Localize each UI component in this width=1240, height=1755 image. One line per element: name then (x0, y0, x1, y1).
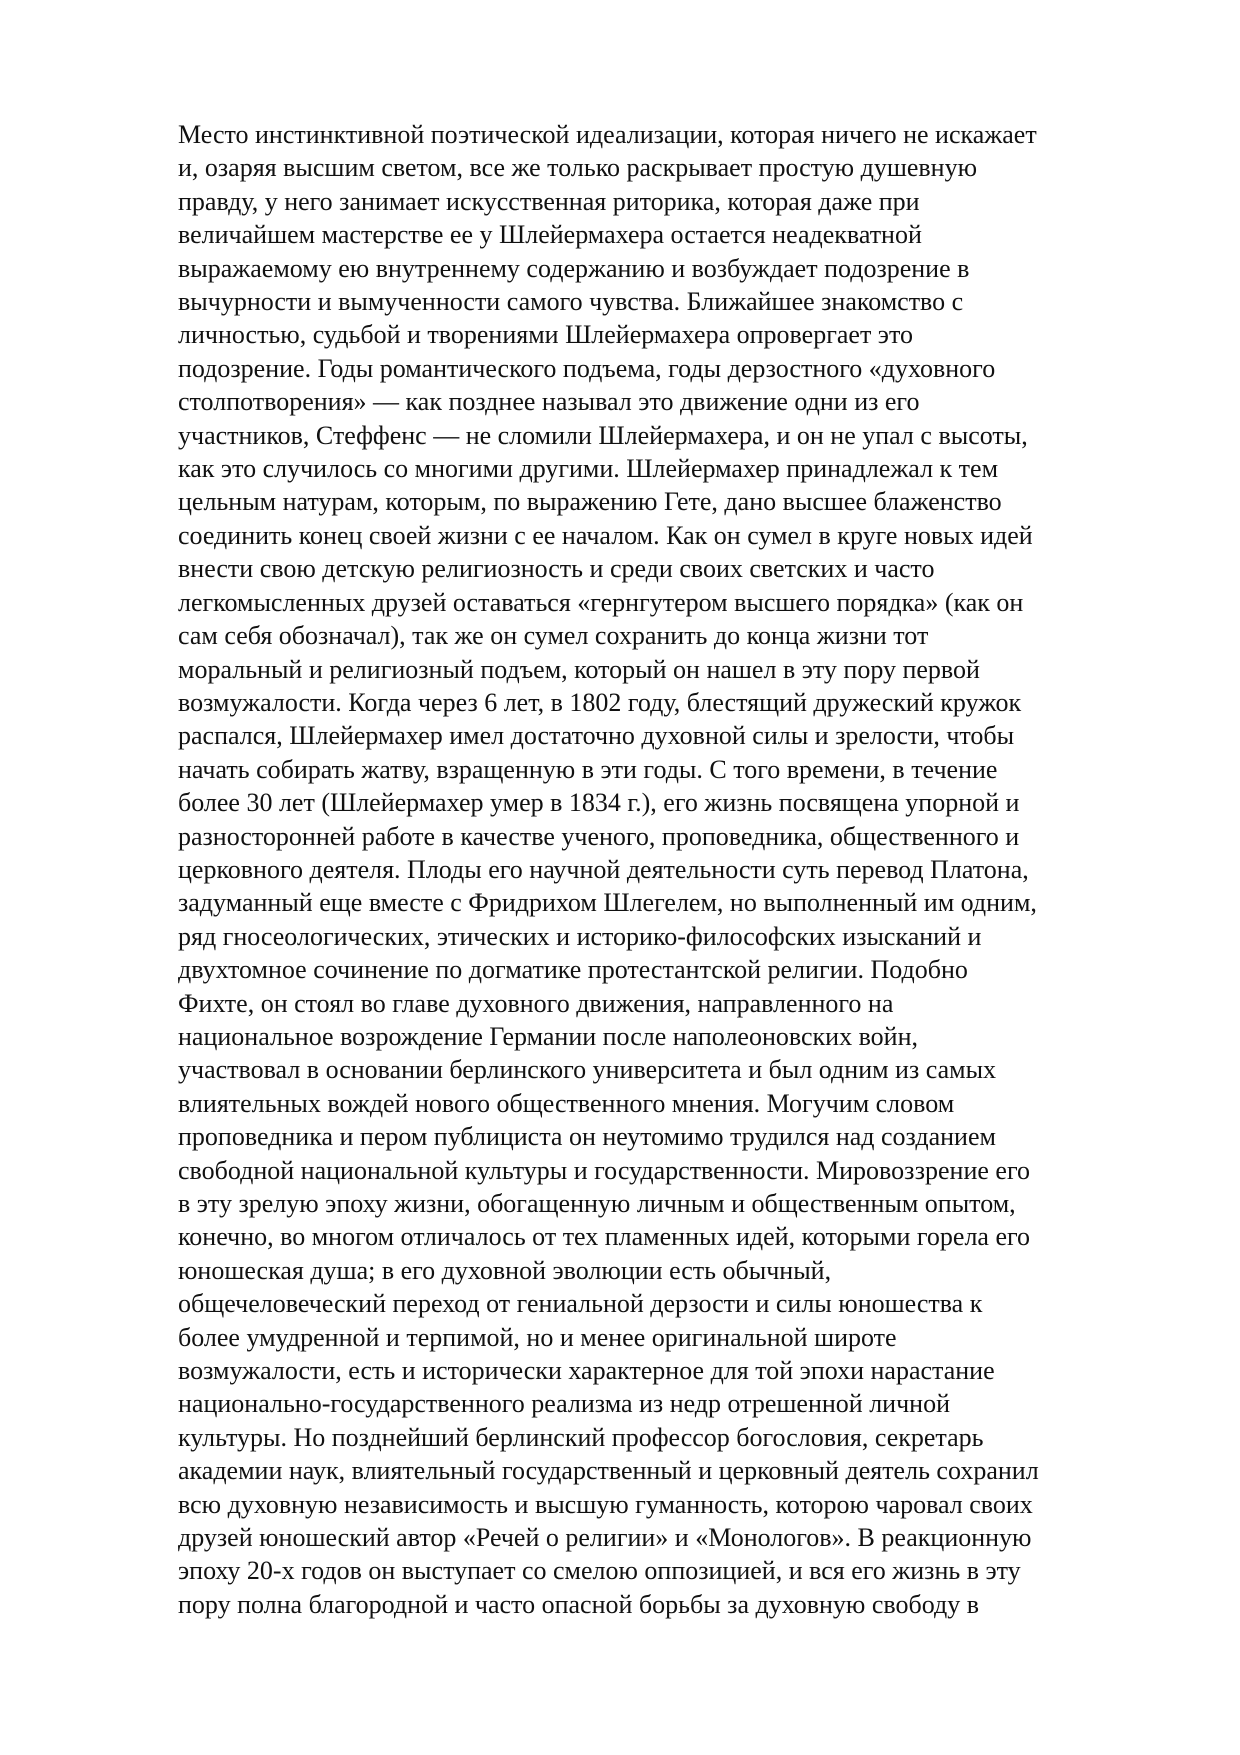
text-line: и, озаряя высшим светом, все же только раскрывает простую душевную (178, 153, 978, 183)
text-line: участвовал в основании берлинского университета и был одним из самых (178, 1055, 997, 1085)
text-line: цельным натурам, которым, по выражению Гете, дано высшее блаженство (178, 487, 1002, 517)
text-line: распался, Шлейермахер имел достаточно духовной силы и зрелости, чтобы (178, 721, 1015, 751)
text-line: Место инстинктивной поэтической идеализации, которая ничего не искажает (178, 120, 1037, 149)
text-line: более умудренной и терпимой, но и менее оригинальной широте (178, 1322, 897, 1352)
text-line: двухтомное сочинение по догматике протестантской религии. Подобно (178, 955, 968, 985)
text-line: внести свою детскую религиозность и среди своих светских и часто (178, 554, 935, 584)
text-line: Фихте, он стоял во главе духовного движения, направленного на (178, 988, 894, 1018)
text-line: друзей юношеский автор «Речей о религии» и «Монологов». В реакционную (178, 1523, 1032, 1553)
text-line: легкомысленных друзей оставаться «гернгутером высшего порядка» (как он (178, 587, 1024, 617)
text-line: выражаемому ею внутреннему содержанию и возбуждает подозрение в (178, 253, 970, 283)
text-line: соединить конец своей жизни с ее началом. Как он сумел в круге новых идей (178, 520, 1033, 550)
text-line: национальное возрождение Германии после наполеоновских войн, (178, 1021, 919, 1051)
text-line: сам себя обозначал), так же он сумел сохранить до конца жизни тот (178, 621, 929, 651)
text-line: вычурности и вымученности самого чувства. Ближайшее знакомство с (178, 287, 964, 317)
text-line: возмужалости. Когда через 6 лет, в 1802 году, блестящий дружеский кружок (178, 687, 1022, 717)
text-line: национально-государственного реализма из недр отрешенной личной (178, 1389, 951, 1419)
text-line: культуры. Но позднейший берлинский профессор богословия, секретарь (178, 1422, 984, 1452)
text-line: всю духовную независимость и высшую гуманность, которою чаровал своих (178, 1489, 1033, 1519)
text-line: личностью, судьбой и творениями Шлейермахера опровергает это (178, 320, 913, 350)
text-line: разносторонней работе в качестве ученого, проповедника, общественного и (178, 821, 1020, 851)
text-line: моральный и религиозный подъем, который он нашел в эту пору первой (178, 654, 980, 684)
text-line: юношеская душа; в его духовной эволюции есть обычный, (178, 1255, 832, 1285)
text-line: участников, Стеффенс — не сломили Шлейермахера, и он не упал с высоты, (178, 420, 1028, 450)
text-line: величайшем мастерстве ее у Шлейермахера остается неадекватной (178, 220, 922, 250)
text-line: подозрение. Годы романтического подъема, годы дерзостного «духовного (178, 353, 996, 383)
text-line: задуманный еще вместе с Фридрихом Шлегелем, но выполненный им одним, (178, 888, 1037, 918)
text-line: проповедника и пером публициста он неутомимо трудился над созданием (178, 1122, 996, 1152)
text-line: свободной национальной культуры и государственности. Мировоззрение его (178, 1155, 1030, 1185)
text-line: пору полна благородной и часто опасной борьбы за духовную свободу в (178, 1589, 979, 1619)
text-line: правду, у него занимает искусственная риторика, которая даже при (178, 186, 920, 216)
text-line: возмужалости, есть и исторически характерное для той эпохи нарастание (178, 1356, 995, 1386)
text-line: начать собирать жатву, взращенную в эти годы. С того времени, в течение (178, 754, 998, 784)
text-line: общечеловеческий переход от гениальной дерзости и силы юношества к (178, 1289, 983, 1319)
text-line: как это случилось со многими другими. Шлейермахер принадлежал к тем (178, 454, 999, 484)
text-line: эпоху 20-х годов он выступает со смелою оппозицией, и вся его жизнь в эту (178, 1556, 1021, 1586)
text-line: ряд гносеологических, этических и историко-философских изысканий и (178, 921, 982, 951)
text-line: в эту зрелую эпоху жизни, обогащенную личным и общественным опытом, (178, 1189, 1016, 1218)
text-line: академии наук, влиятельный государственный и церковный деятель сохранил (178, 1456, 1039, 1486)
text-line: влиятельных вождей нового общественного мнения. Могучим словом (178, 1088, 955, 1118)
text-line: конечно, во многом отличалось от тех пламенных идей, которыми горела его (178, 1222, 1031, 1252)
text-line: церковного деятеля. Плоды его научной деятельности суть перевод Платона, (178, 854, 1029, 884)
body-paragraph (178, 118, 1178, 1621)
text-line: столпотворения» — как позднее называл это движение одни из его (178, 387, 920, 417)
text-line: более 30 лет (Шлейермахер умер в 1834 г.), его жизнь посвящена упорной и (178, 788, 1020, 818)
